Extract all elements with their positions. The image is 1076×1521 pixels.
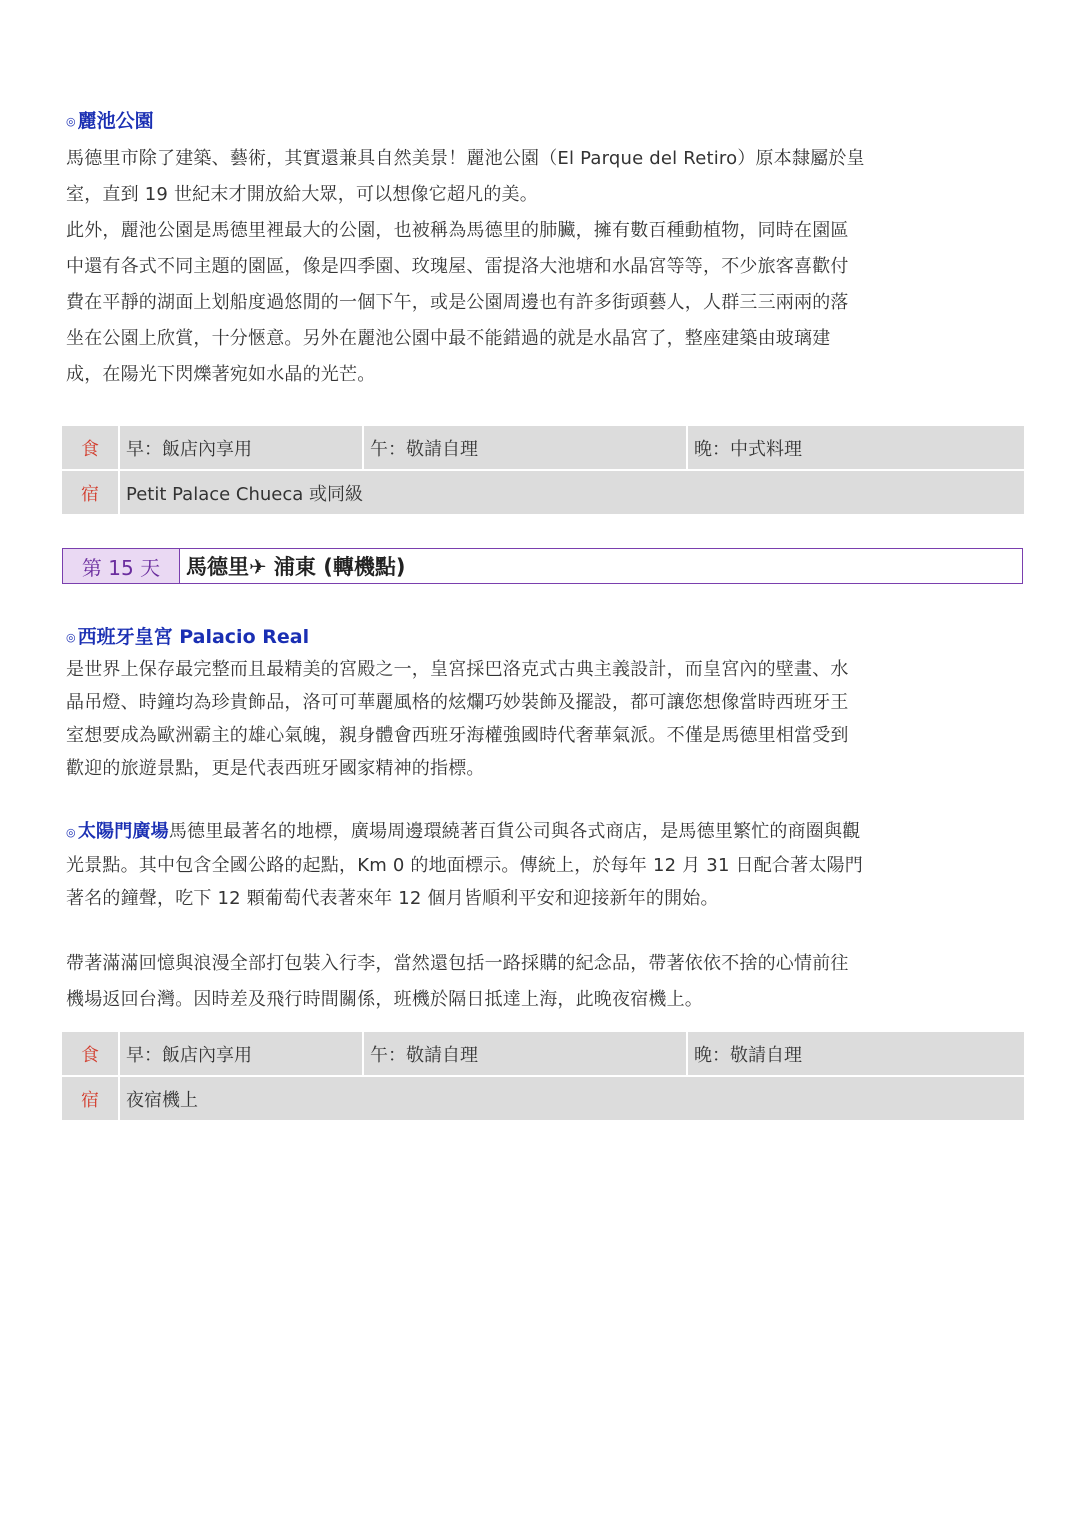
section-title-palace	[66, 624, 1016, 651]
text-line: 是世界上保存最完整而且最精美的宮殿之一，皇宮採巴洛克式古典主義設計，而皇宮內的壁畫、水	[66, 658, 849, 680]
text-line: 此外，麗池公園是馬德里裡最大的公園，也被稱為馬德里的肺臟，擁有數百種動植物，同時在園區	[66, 219, 849, 241]
text-line: 馬德里最著名的地標，廣場周邊環繞著百貨公司與各式商店，是馬德里繁忙的商圈與觀	[168, 821, 861, 842]
text-line: 帶著滿滿回憶與浪漫全部打包裝入行李，當然還包括一路採購的紀念品，帶著依依不捨的心情前往	[66, 953, 849, 974]
meal-dinner: 晚：中式料理	[687, 426, 1024, 470]
section-title-text: 西班牙皇宮 Palacio Real	[77, 626, 310, 648]
meal-lunch: 午：敬請自理	[363, 426, 687, 470]
bullet-icon: ◎	[66, 825, 76, 839]
meal-table-day14	[62, 426, 1024, 514]
hotel-row	[62, 1076, 1024, 1120]
hotel-row	[62, 470, 1024, 514]
meal-key-hotel: 宿	[62, 1076, 119, 1120]
meal-key-food: 食	[62, 1032, 119, 1076]
section-title-text: 麗池公園	[77, 110, 154, 132]
palace-paragraph	[66, 653, 1016, 785]
bullet-icon: ◎	[66, 630, 76, 644]
text-line: 馬德里市除了建築、藝術，其實還兼具自然美景！麗池公園（El Parque del Retiro）原本隸屬於皇	[66, 147, 865, 169]
section-puerta-del-sol	[66, 815, 1016, 915]
text-line: 中還有各式不同主題的園區，像是四季園、玫瑰屋、雷提洛大池塘和水晶宮等等，不少旅客喜歡付	[66, 255, 849, 277]
section-title-sol	[66, 821, 169, 842]
departure-paragraph	[66, 946, 1016, 1018]
meal-lunch: 午：敬請自理	[363, 1032, 687, 1076]
day-header-15	[62, 548, 1023, 584]
text-line: 費在平靜的湖面上划船度過悠閒的一個下午，或是公園周邊也有許多街頭藝人，人群三三兩兩的落	[66, 291, 849, 313]
meal-key-hotel: 宿	[62, 470, 119, 514]
text-line: 光景點。其中包含全國公路的起點，Km 0 的地面標示。傳統上，於每年 12 月 31 日配合著太陽門	[66, 854, 863, 876]
meal-key-food: 食	[62, 426, 119, 470]
meal-row	[62, 1032, 1024, 1076]
hotel-name: Petit Palace Chueca 或同級	[119, 470, 1024, 514]
meal-breakfast: 早：飯店內享用	[126, 1044, 252, 1066]
text-line: 機場返回台灣。因時差及飛行時間關係，班機於隔日抵達上海，此晚夜宿機上。	[66, 989, 703, 1010]
text-line: 坐在公園上欣賞，十分愜意。另外在麗池公園中最不能錯過的就是水晶宮了，整座建築由玻璃建	[66, 327, 831, 349]
meal-breakfast: 早：飯店內享用	[126, 438, 252, 460]
meal-row	[62, 426, 1024, 470]
hotel-name: 夜宿機上	[119, 1076, 1024, 1120]
section-departure	[66, 946, 1016, 1018]
meal-table-day15	[62, 1032, 1024, 1120]
text-line: 著名的鐘聲，吃下 12 顆葡萄代表著來年 12 個月皆順利平安和迎接新年的開始。	[66, 887, 719, 909]
section-royal-palace	[66, 624, 1016, 785]
day-label: 第 15 天	[63, 549, 180, 583]
text-line: 成，在陽光下閃爍著宛如水晶的光芒。	[66, 363, 376, 385]
section-title-text: 太陽門廣場	[77, 821, 169, 842]
day-title: 馬德里✈ 浦東 (轉機點)	[186, 555, 406, 579]
puerta-del-sol-paragraph	[66, 815, 1016, 915]
text-line: 晶吊燈、時鐘均為珍貴飾品，洛可可華麗風格的炫爛巧妙裝飾及擺設，都可讓您想像當時西班牙王	[66, 691, 849, 713]
meal-dinner: 晚：敬請自理	[687, 1032, 1024, 1076]
text-line: 室想要成為歐洲霸主的雄心氣魄，親身體會西班牙海權強國時代奢華氣派。不僅是馬德里相當受到	[66, 724, 849, 746]
text-line: 歡迎的旅遊景點，更是代表西班牙國家精神的指標。	[66, 757, 485, 779]
bullet-icon: ◎	[66, 114, 76, 128]
section-retiro-park	[66, 108, 1016, 393]
text-line: 室，直到 19 世紀末才開放給大眾，可以想像它超凡的美。	[66, 183, 538, 205]
retiro-paragraph-1	[66, 141, 1016, 393]
section-title-retiro	[66, 108, 1016, 135]
